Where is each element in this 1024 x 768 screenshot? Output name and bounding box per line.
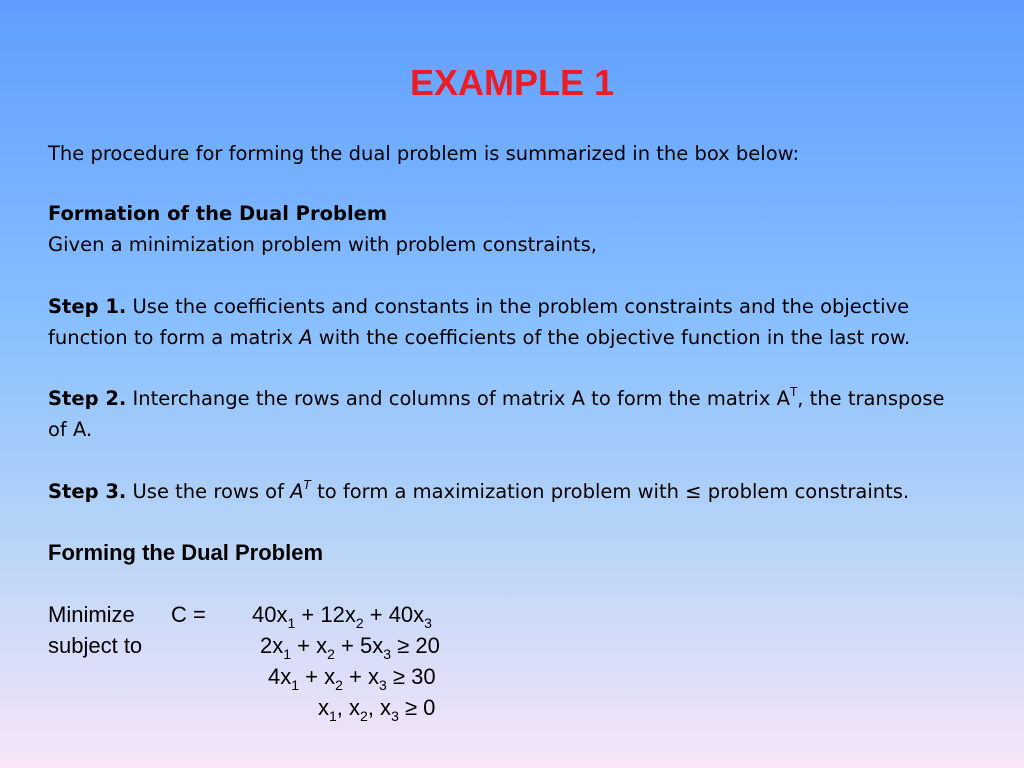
step-1-text-line2: function to form a matrix <box>48 326 300 349</box>
matrix-a-var: A <box>299 326 313 349</box>
step-1-text-line1: Use the coefficients and constants in the problem constraints and the objective <box>132 295 910 318</box>
example-heading: Forming the Dual Problem <box>48 540 324 565</box>
constraint-2: $4x_1 + x_2 + x_3 \ge 30$ <box>268 664 436 693</box>
minimize-label: Minimize <box>48 602 135 627</box>
step-2-text-line1: Interchange the rows and columns of matrix A to form the matrix A <box>132 387 790 410</box>
slide-title: EXAMPLE 1 <box>409 62 615 103</box>
matrix-a-var: A <box>290 480 304 503</box>
step-1 <box>48 291 998 353</box>
constraint-1: $2x_1 + x_2 + 5x_3 \ge 20$ <box>260 633 440 662</box>
objective-function: $40x_1 + 12x_2 + 40x_3$ <box>252 602 432 631</box>
step-1-text-line2-end: with the coefficients of the objective function in the last row. <box>312 326 911 349</box>
step-2 <box>48 383 998 445</box>
formation-heading: Formation of the Dual Problem <box>48 202 388 225</box>
step-2-label: Step 2. <box>48 387 127 410</box>
step-1-label: Step 1. <box>48 295 127 318</box>
formation-given: Given a minimization problem with problem constraints, <box>48 233 598 256</box>
intro-text: The procedure for forming the dual problem is summarized in the box below: <box>48 142 800 165</box>
step-3 <box>48 476 998 507</box>
objective-variable: C = <box>171 602 206 627</box>
step-2-text-line1-end: , the transpose <box>797 387 945 410</box>
subject-to-label: subject to <box>48 633 143 658</box>
step-3-text: Use the rows of <box>132 480 291 503</box>
step-2-text-line2: of A. <box>48 418 93 441</box>
step-3-text-end: to form a maximization problem with ≤ problem constraints. <box>310 480 910 503</box>
formation-block <box>48 198 998 260</box>
transpose-sup: T <box>789 385 798 399</box>
non-negativity-constraint: $x_1$, $x_2$, $x_3 \ge 0$ <box>318 695 436 724</box>
step-3-label: Step 3. <box>48 480 127 503</box>
transpose-sup: T <box>303 478 311 492</box>
